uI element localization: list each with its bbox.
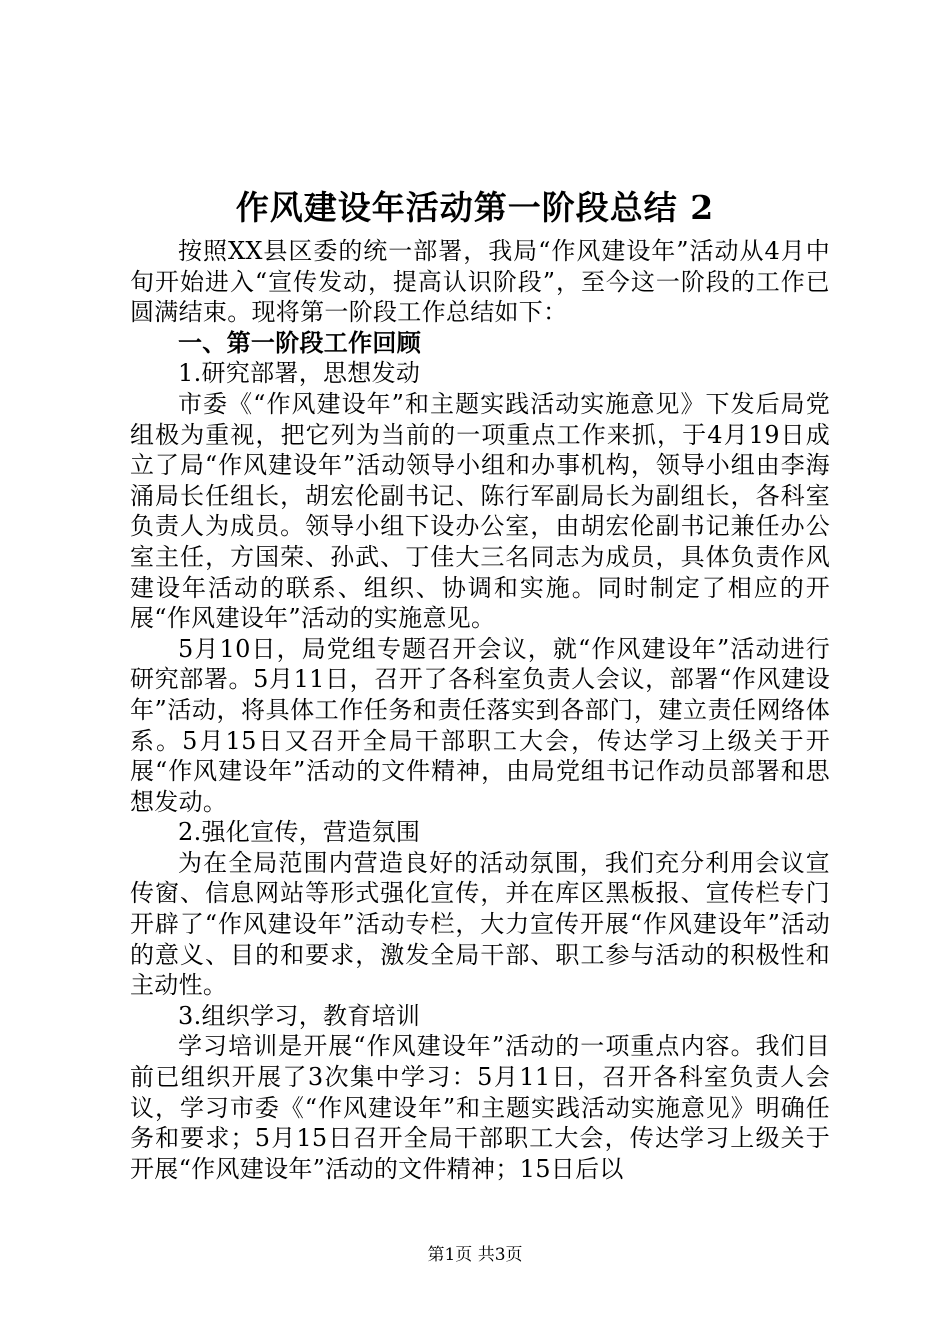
subsection-heading-2: 2.强化宣传，营造氛围 — [178, 818, 421, 847]
body-paragraph: 学习培训是开展“作风建设年”活动的一项重点内容。我们目前已组织开展了3次集中学习：5月11日，召开各科室负责人会议，学习市委《“作风建设年”和主题实践活动实施意见》明确任务和要求；5月15日召开全局干部职工大会，传达学习上级关于开展“作风建设年”活动的文件精神；15日后以 — [130, 1032, 830, 1183]
document-title: 作风建设年活动第一阶段总结 2 — [235, 188, 715, 227]
body-paragraph: 为在全局范围内营造良好的活动氛围，我们充分利用会议宣传窗、信息网站等形式强化宣传，并在库区黑板报、宣传栏专门开辟了“作风建设年”活动专栏，大力宣传开展“作风建设年”活动的意义、目的和要求，激发全局干部、职工参与活动的积极性和主动性。 — [130, 848, 830, 1000]
section-heading: 一、第一阶段工作回顾 — [178, 327, 421, 357]
document-body — [130, 236, 830, 1184]
subsection-heading-3: 3.组织学习，教育培训 — [178, 1001, 421, 1030]
subsection-heading-1: 1.研究部署，思想发动 — [178, 359, 421, 388]
intro-paragraph: 按照XX县区委的统一部署，我局“作风建设年”活动从4月中旬开始进入“宣传发动，提高认识阶段”，至今这一阶段的工作已圆满结束。现将第一阶段工作总结如下： — [130, 237, 830, 327]
body-paragraph: 5月10日，局党组专题召开会议，就“作风建设年”活动进行研究部署。5月11日，召开了各科室负责人会议，部署“作风建设年”活动，将具体工作任务和责任落实到各部门，建立责任网络体系。5月15日又召开全局干部职工大会，传达学习上级关于开展“作风建设年”活动的文件精神，由局党组书记作动员部署和思想发动。 — [130, 634, 830, 816]
page-footer: 第1页 共3页 — [427, 1245, 523, 1265]
body-paragraph: 市委《“作风建设年”和主题实践活动实施意见》下发后局党组极为重视，把它列为当前的一项重点工作来抓，于4月19日成立了局“作风建设年”活动领导小组和办事机构，领导小组由李海涌局长任组长，胡宏伦副书记、陈行军副局长为副组长，各科室负责人为成员。领导小组下设办公室，由胡宏伦副书记兼任办公室主任，方国荣、孙武、丁佳大三名同志为成员，具体负责作风建设年活动的联系、组织、协调和实施。同时制定了相应的开展“作风建设年”活动的实施意见。 — [130, 389, 830, 633]
